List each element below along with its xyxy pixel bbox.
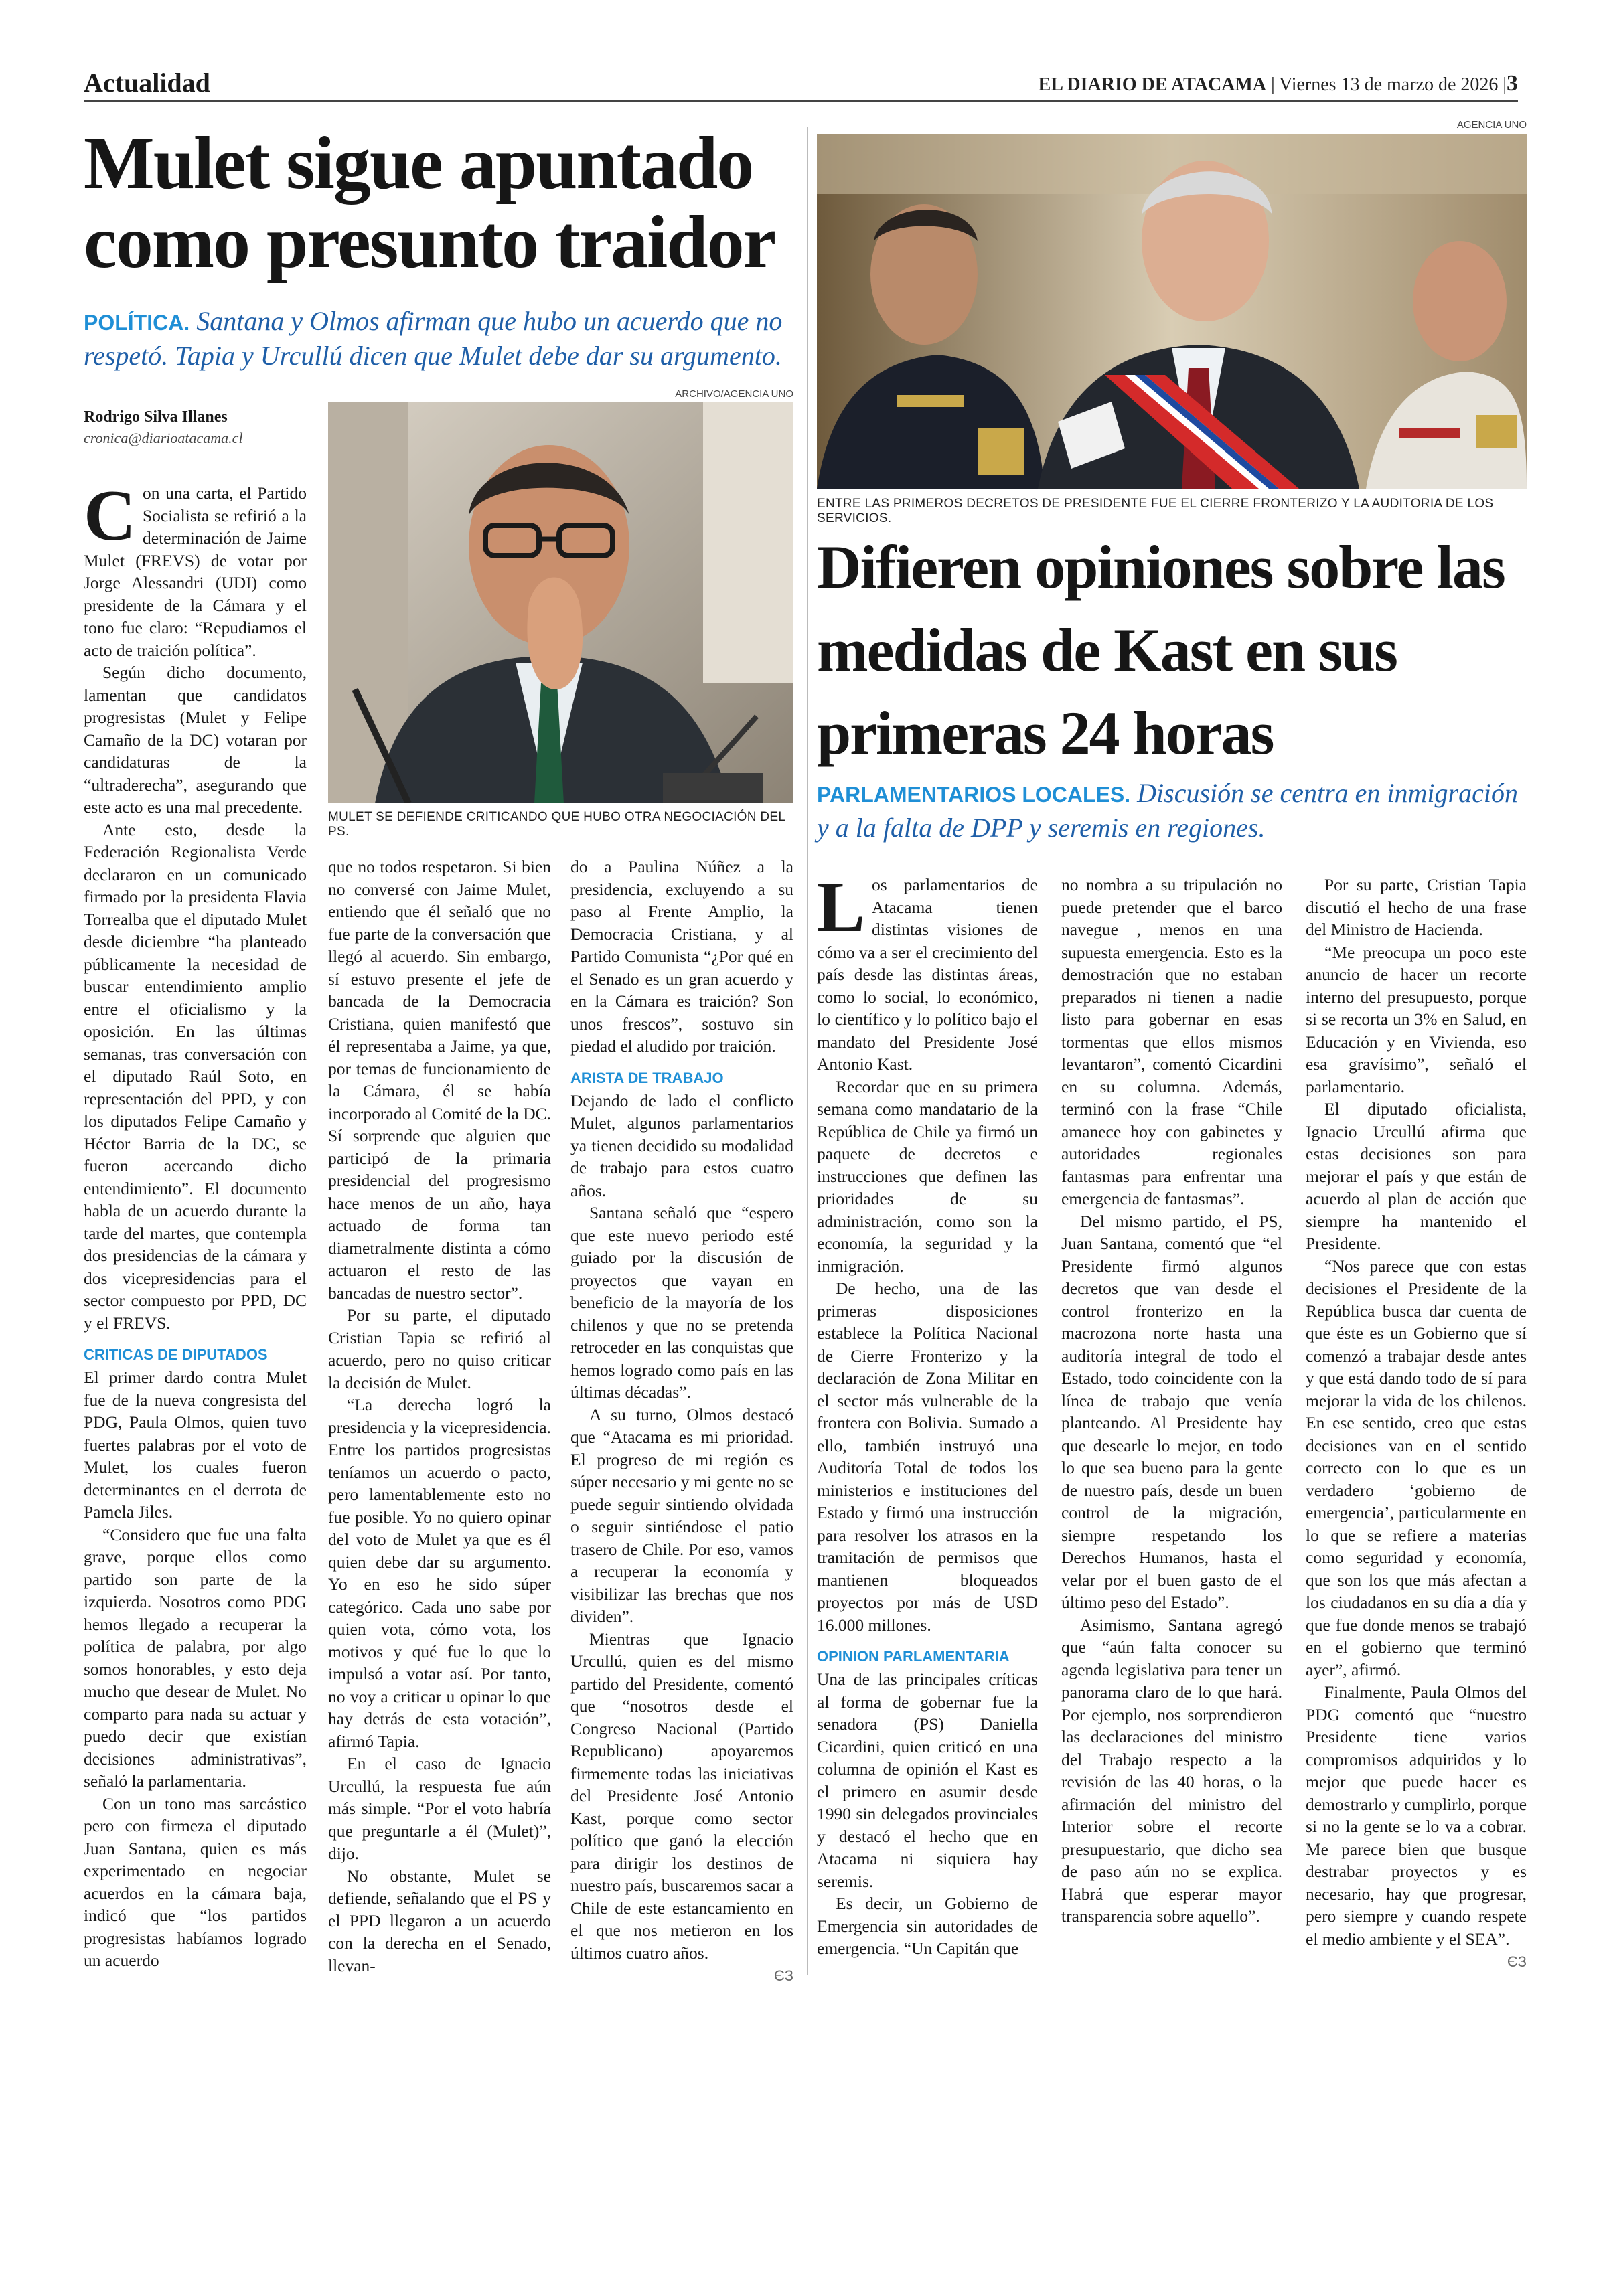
paragraph: A su turno, Olmos destacó que “Atacama es mi prioridad. El progreso de mi región es súper necesario y mi gente no se puede seguir sintiendo olvidada o seguir sintiéndose el patio trasero de Chile. Por eso, vamos a recuperar la economía y visibilizar las brechas que nos dividen”.	[570, 1404, 793, 1626]
paragraph: Es decir, un Gobierno de Emergencia sin autoridades de emergencia. “Un Capitán que	[817, 1894, 1038, 1958]
paragraph: on una carta, el Partido Socialista se refirió a la determinación de Jaime Mulet (FREVS) de votar por Jorge Alessandri (UDI) como presidente de la Cámara y el tono fue claro: “Repudiamos el acto de traición política”.	[84, 483, 307, 660]
article2-column-2	[1061, 874, 1282, 1928]
paragraph: De hecho, una de las primeras disposiciones establece la Política Nacional de Cierre Fronterizo y la declaración de Zona Militar en el sector más vulnerable de la frontera con Bolivia. Sumado a ello, también instruyó una Auditoría Total de todos los ministerios e instituciones del Estado y firmó una instrucción para resolver los atrasos en la tramitación de permisos que mantienen bloqueados proyectos por más de USD 16.000 millones.	[817, 1279, 1038, 1635]
article1-headline: Mulet sigue apuntado como presunto traidor	[84, 122, 775, 284]
paragraph: Finalmente, Paula Olmos del PDG comentó que “nuestro Presidente tiene varios compromisos adquiridos y lo mejor que puede hacer es demostrarlo y cumplirlo, porque si no la gente se lo va a cobrar. Me parece bien que busque destrabar proyectos y es necesario, hay que progresar, pero siempre y cuando respete el medio ambiente y el SEA”.	[1306, 1682, 1527, 1949]
dropcap: C	[84, 476, 136, 556]
paragraph: Dejando de lado el conflicto Mulet, algunos parlamentarios ya tienen decidido su modalidad de trabajo para estos cuatro años.	[570, 1090, 793, 1200]
article1-column-1	[84, 476, 307, 1972]
end-mark-icon: ЄЗ	[1507, 1953, 1527, 1970]
paragraph: “Me preocupa un poco este anuncio de hacer un recorte interno del presupuesto, porque si se recorta un 3% en Salud, en Educación y en Vivienda, eso esa gravísimo”, señaló el parlamentario.	[1306, 942, 1527, 1096]
paragraph: “La derecha logró la presidencia y la vicepresidencia. Entre los partidos progresistas teníamos un acuerdo o pacto, pero lamentablemente esto no fue posible. Yo no quiero opinar del voto de Mulet ya que es él quien debe dar su argumento. Yo en eso he sido súper categórico. Cada uno sabe por quien vota, cómo vota, los motivos y qué fue lo que lo impulsó a votar así. Por tanto, no voy a criticar u opinar lo que hay detrás de esta votación”, afirmó Tapia.	[328, 1395, 551, 1751]
article2-lead-text: Discusión se centra en inmigración y a la falta de DPP y seremis en regiones.	[817, 778, 1518, 843]
paragraph: Por su parte, Cristian Tapia discutió el hecho de una frase del Ministro de Hacienda.	[1306, 875, 1527, 939]
paragraph: “Considero que fue una falta grave, porque ellos como partido son parte de la izquierda. Nosotros como PDG hemos llegado a recuperar la política de palabra, por algo somos honorables, y esto deja mucho que desear de Mulet. No comparto para nada su actuar y puedo decir que existían decisiones administrativas”, señaló la parlamentaria.	[84, 1524, 307, 1791]
paragraph: Recordar que en su primera semana como mandatario de la República de Chile ya firmó un paquete de decretos e instrucciones que definen las prioridades de su administración, como son la economía, la seguridad y la inmigración.	[817, 1076, 1038, 1276]
article2-lead-tag: PARLAMENTARIOS LOCALES.	[817, 783, 1131, 807]
article2-headline: Difieren opiniones sobre las medidas de Kast en sus primeras 24 horas	[817, 533, 1505, 767]
subheading: ARISTA DE TRABAJO	[570, 1069, 724, 1086]
header-rule	[84, 100, 1518, 102]
kast-photo-illustration	[817, 134, 1527, 489]
paragraph: Por su parte, el diputado Cristian Tapia se refirió al acuerdo, pero no quiso criticar la decisión de Mulet.	[328, 1305, 551, 1392]
paragraph: Con un tono mas sarcástico pero con firmeza el diputado Juan Santana, quien es más experimentado en negociar acuerdos en la cámara baja, indicó que “los partidos progresistas habíamos logrado un acuerdo	[84, 1793, 307, 1970]
mulet-photo-illustration	[328, 402, 793, 803]
column-divider	[807, 127, 808, 1975]
article1-column-2	[328, 855, 551, 1977]
paragraph: El primer dardo contra Mulet fue de la nueva congresista del PDG, Paula Olmos, quien tuvo fuertes palabras por el voto de Mulet, los cuales fueron determinantes en el derrota de Pamela Jiles.	[84, 1368, 307, 1522]
article1-photo-caption: MULET SE DEFIENDE CRITICANDO QUE HUBO OTRA NEGOCIACIÓN DEL PS.	[328, 810, 785, 839]
paragraph: do a Paulina Núñez a la presidencia, excluyendo a su paso al Frente Amplio, la Democracia Cristiana, y al Partido Comunista “¿Por qué en el Senado es un gran acuerdo y en la Cámara es traición? Son unos frescos”, sostuvo sin piedad el aludido por traición.	[570, 857, 793, 1056]
issue-date: Viernes 13 de marzo de 2026	[1279, 74, 1499, 95]
article2-lead	[817, 776, 1527, 845]
paragraph: que no todos respetaron. Si bien no conversé con Jaime Mulet, entiendo que él señaló que no fue parte de la conversación que llegó al acuerdo. Sin embargo, sí estuvo presente el jefe de bancada de la Democracia Cristiana, quien manifestó que él representaba a Jaime, ya que, por temas de funcionamiento de la Cámara, él se había incorporado al Comité de la DC. Sí sorprende que alguien que participó de la primaria presidencial del progresismo hace menos de un año, haya actuado de forma tan diametralmente distinta a cómo actuaron el resto de las bancadas de nuestro sector”.	[328, 857, 551, 1303]
paragraph: Del mismo partido, el PS, Juan Santana, comentó que “el Presidente firmó algunos decretos que van desde el control fronterizo en la macrozona norte hasta una auditoría integral de todo el Estado, todo coincidente con la línea de trabajo que venía planteando. Al Presidente hay que desearle lo mejor, en todo lo que sea bueno para la gente de nuestro país, desde un buen control de la migración, siempre respetando los Derechos Humanos, hasta el velar por el buen gasto de el último peso del Estado”.	[1061, 1211, 1282, 1612]
byline-author: Rodrigo Silva Illanes	[84, 408, 228, 426]
paragraph: Una de las principales críticas al forma de gobernar fue la senadora (PS) Daniella Cicardini, quien criticó en una columna de opinión el Kast es el primero en asumir desde 1990 sin delegados provinciales y destacó el hecho que en Atacama ni siquiera hay seremis.	[817, 1669, 1038, 1891]
paragraph: no nombra a su tripulación no puede pretender que el barco navegue , menos en una supuesta emergencia. Esto es la demostración que no estaban preparados ni tienen a nadie listo para gobernar en esas tormentas que ellos mismos levantaron”, comentó Cicardini en su columna. Además, terminó con la frase “Chile amanece hoy con gabinetes y autoridades regionales fantasmas para enfrentar una emergencia de fantasmas”.	[1061, 875, 1282, 1208]
article1-photo-credit: ARCHIVO/AGENCIA UNO	[675, 388, 793, 400]
article2-column-3	[1306, 874, 1527, 1973]
paragraph: Según dicho documento, lamentan que candidatos progresistas (Mulet y Felipe Camaño de la DC) votaran por candidaturas de la “ultraderecha”, asegurando que este acto es una mal precedente.	[84, 663, 307, 817]
page-folio: EL DIARIO DE ATACAMA | Viernes 13 de marzo de 2026 |3	[1038, 71, 1518, 96]
section-label: Actualidad	[84, 68, 210, 98]
article2-photo	[817, 134, 1527, 489]
dropcap: L	[817, 868, 866, 947]
article1-column-3	[570, 855, 793, 1987]
paragraph: Mientras que Ignacio Urcullú, quien es del mismo partido del Presidente, comentó que “nosotros desde el Congreso Nacional (Partido Republicano) apoyaremos firmemente todas las iniciativas del Presidente José Antonio Kast, porque como sector político que ganó la elección para dirigir los destinos de nuestro país, buscaremos sacar a Chile de este estancamiento en el que nos metieron en los últimos cuatro años.	[570, 1629, 793, 1963]
article1-photo	[328, 402, 793, 803]
paragraph: “Nos parece que con estas decisiones el Presidente de la República busca dar cuenta de que éste es un Gobierno que sí comenzó a trabajar desde antes y que está dando todo de sí para mejorar la vida de los chilenos. En ese sentido, creo que estas decisiones van en el sentido correcto con lo que es un verdadero ‘gobierno de emergencia’, particularmente en lo que se refiere a materias como seguridad y economía, que son los que más afectan a los ciudadanos en su día a día y que fue donde menos se trabajó en el gobierno que terminó ayer”, afirmó.	[1306, 1256, 1527, 1679]
end-mark-icon: ЄЗ	[773, 1967, 793, 1984]
paragraph: Asimismo, Santana agregó que “aún falta conocer su agenda legislativa para tener un panorama claro de lo que hará. Por ejemplo, nos sorprendieron las declaraciones del ministro del Trabajo respecto a la revisión de las 40 horas, o la afirmación del ministro del Interior sobre el recorte presupuestario, que dicho sea de paso aún no se explica. Habrá que esperar mayor transparencia sobre aquello”.	[1061, 1615, 1282, 1926]
article1-lead-text: Santana y Olmos afirman que hubo un acuerdo que no respetó. Tapia y Urcullú dicen que Mulet debe dar su argumento.	[84, 306, 783, 371]
paragraph: El diputado oficialista, Ignacio Urcullú afirma que estas decisiones son para mejorar el país y que están de acuerdo al plan de acción que siempre ha mantenido el Presidente.	[1306, 1099, 1527, 1253]
paragraph: os parlamentarios de Atacama tienen distintas visiones de cómo va a ser el crecimiento del país desde las distintas áreas, como lo social, lo económico, lo científico y lo político bajo el mandato del Presidente José Antonio Kast.	[817, 875, 1038, 1074]
paragraph: No obstante, Mulet se defiende, señalando que el PS y el PPD llegaron a un acuerdo con la derecha en el Senado, llevan-	[328, 1866, 551, 1975]
byline-email[interactable]: cronica@diarioatacama.cl	[84, 430, 243, 446]
article2-photo-caption: ENTRE LAS PRIMEROS DECRETOS DE PRESIDENTE FUE EL CIERRE FRONTERIZO Y LA AUDITORIA DE LOS SERVICIOS.	[817, 497, 1494, 525]
article2-photo-credit: AGENCIA UNO	[1456, 119, 1527, 131]
article2-column-1	[817, 868, 1038, 1960]
subheading: OPINION PARLAMENTARIA	[817, 1648, 1010, 1665]
newspaper-name: EL DIARIO DE ATACAMA	[1038, 74, 1267, 95]
subheading: CRITICAS DE DIPUTADOS	[84, 1346, 268, 1363]
article1-lead	[84, 305, 793, 373]
article1-lead-tag: POLÍTICA.	[84, 311, 190, 335]
page-number: 3	[1507, 71, 1518, 96]
paragraph: Ante esto, desde la Federación Regionalista Verde declararon en un comunicado firmado por la presidenta Flavia Torrealba que el diputado Mulet desde diciembre “ha planteado públicamente la necesidad de buscar entendimiento amplio entre el oficialismo y la oposición. En las últimas semanas, tras conversación con el diputado Raúl Soto, en representación del PPD, y con los diputados Felipe Camaño y Héctor Barria de la DC, se fueron acercando dicho entendimiento”. El documento habla de un acuerdo durante la tarde del martes, que contempla dos presidencias de la cámara y dos vicepresidencias para el sector compuesto por PPD, DC y el FREVS.	[84, 819, 307, 1333]
paragraph: Santana señaló que “espero que este nuevo periodo esté guiado por la discusión de proyectos que vayan en beneficio de la mayoría de los chilenos y que no se pretenda retroceder en las conquistas que hemos logrado como país en las últimas décadas”.	[570, 1203, 793, 1402]
paragraph: En el caso de Ignacio Urcullú, la respuesta fue aún más simple. “Por el voto habría que preguntarle a él (Mulet)”, dijo.	[328, 1754, 551, 1863]
